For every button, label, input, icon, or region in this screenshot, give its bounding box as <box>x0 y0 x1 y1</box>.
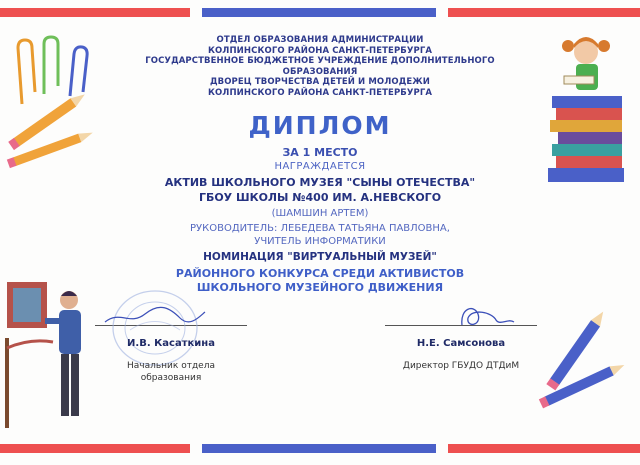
right-signature-scribble <box>452 300 522 335</box>
top-blue-bar <box>202 8 436 17</box>
student-name: (ШАМШИН АРТЕМ) <box>271 208 369 219</box>
awarded-text: НАГРАЖДАЕТСЯ <box>274 161 366 172</box>
girl-reading-books-illustration <box>538 30 633 190</box>
left-position-line-2: образования <box>140 373 202 383</box>
contest-line-1: РАЙОННОГО КОНКУРСА СРЕДИ АКТИВИСТОВ <box>175 267 465 280</box>
pencils-icon <box>5 80 105 170</box>
left-position-line-1: Начальник отдела <box>127 361 215 371</box>
supervisor-line-1: РУКОВОДИТЕЛЬ: ЛЕБЕДЕВА ТАТЬЯНА ПАВЛОВНА, <box>190 223 450 234</box>
supervisor-block <box>0 222 640 248</box>
left-signer-name: И.В. Касаткина <box>127 338 215 349</box>
contest-block <box>0 267 640 295</box>
right-signer-position: Директор ГБУДО ДТДиМ <box>402 361 520 371</box>
left-signature-scribble <box>100 300 210 330</box>
header-line: ДВОРЕЦ ТВОРЧЕСТВА ДЕТЕЙ И МОЛОДЕЖИ <box>209 77 430 87</box>
recipient-line-1: АКТИВ ШКОЛЬНОГО МУЗЕЯ "СЫНЫ ОТЕЧЕСТВА" <box>164 176 476 189</box>
header-line: КОЛПИНСКОГО РАЙОНА САНКТ-ПЕТЕРБУРГА <box>207 87 433 98</box>
bottom-blue-bar <box>202 444 436 453</box>
right-signer-name: Н.Е. Самсонова <box>416 338 506 349</box>
bottom-red-bar-right <box>448 444 640 453</box>
bottom-red-bar <box>0 444 190 453</box>
left-signer-position <box>95 360 247 384</box>
recipient-line-2: ГБОУ ШКОЛЫ №400 ИМ. А.НЕВСКОГО <box>198 191 442 204</box>
top-red-bar <box>0 8 190 17</box>
place-text: ЗА 1 МЕСТО <box>282 146 358 159</box>
header-line: ГОСУДАРСТВЕННОЕ БЮДЖЕТНОЕ УЧРЕЖДЕНИЕ ДОПОЛНИТЕЛЬНОГО <box>145 56 495 66</box>
header-line: КОЛПИНСКОГО РАЙОНА САНКТ-ПЕТЕРБУРГА <box>207 45 433 56</box>
contest-line-2: ШКОЛЬНОГО МУЗЕЙНОГО ДВИЖЕНИЯ <box>196 281 444 294</box>
header-line: ОТДЕЛ ОБРАЗОВАНИЯ АДМИНИСТРАЦИИ <box>216 35 424 45</box>
diploma-title: ДИПЛОМ <box>248 111 392 140</box>
supervisor-line-2: УЧИТЕЛЬ ИНФОРМАТИКИ <box>254 236 386 247</box>
museum-visitor-illustration <box>5 278 95 438</box>
top-red-bar-right <box>448 8 640 17</box>
nomination-text: НОМИНАЦИЯ "ВИРТУАЛЬНЫЙ МУЗЕЙ" <box>203 251 437 263</box>
header-line: ОБРАЗОВАНИЯ <box>282 66 358 77</box>
pencils-bottom-icon <box>535 300 635 410</box>
